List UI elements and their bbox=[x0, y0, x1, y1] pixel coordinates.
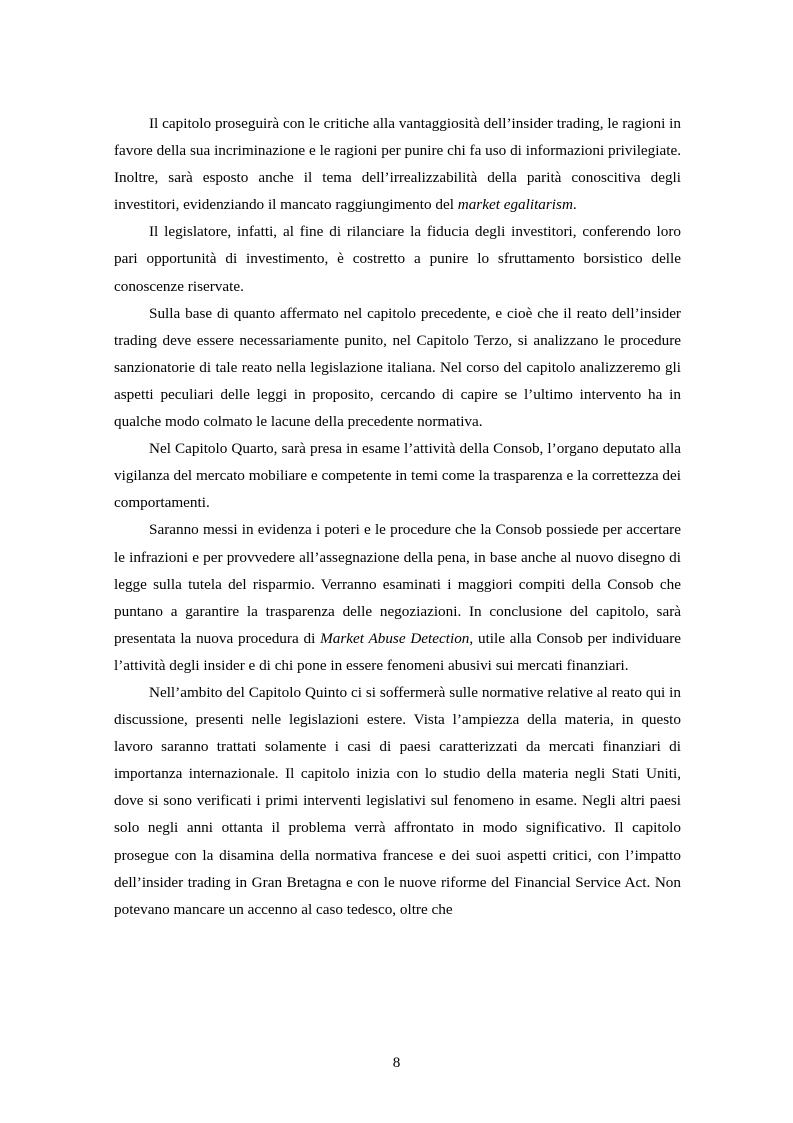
body-text bbox=[114, 110, 681, 923]
text-run: Il capitolo proseguirà con le critiche alla vantaggiosità dell’insider trading, le ragioni in favore della sua incriminazione e le ragioni per punire chi fa uso di informazioni privilegiate. Inoltre, sarà esposto anche il tema dell’irrealizzabilità della parità conoscitiva degli investitori, evidenziando il mancato raggiungimento del bbox=[114, 115, 681, 214]
text-run: , utile alla Consob per individuare l’attività degli insider e di chi pone in essere fenomeni abusivi sui mercati finanziari. bbox=[114, 629, 681, 674]
italic-term: Market Abuse Detection bbox=[320, 629, 470, 647]
text-run: . bbox=[572, 196, 577, 214]
text-run: Saranno messi in evidenza i poteri e le procedure che la Consob possiede per accertare le infrazioni e per provvedere all’assegnazione della pena, in base anche al nuovo disegno di legge sulla tutela del risparmio. Verranno esaminati i maggiori compiti della Consob che puntano a garantire la trasparenza delle negoziazioni. In conclusione del capitolo, sarà presentata la nuova procedura di bbox=[114, 521, 681, 647]
paragraph bbox=[114, 679, 681, 923]
page-number: 8 bbox=[392, 1054, 401, 1071]
paragraph bbox=[114, 516, 681, 679]
paragraph bbox=[114, 110, 681, 218]
paragraph bbox=[114, 435, 681, 516]
paragraph bbox=[114, 218, 681, 299]
text-run: Il legislatore, infatti, al fine di rilanciare la fiducia degli investitori, conferendo loro pari opportunità di investimento, è costretto a punire lo sfruttamento borsistico delle conoscenze riservate. bbox=[114, 223, 681, 295]
text-run: Nel Capitolo Quarto, sarà presa in esame l’attività della Consob, l’organo deputato alla vigilanza del mercato mobiliare e competente in temi come la trasparenza e la correttezza dei comportamenti. bbox=[114, 440, 681, 512]
text-run: Sulla base di quanto affermato nel capitolo precedente, e cioè che il reato dell’insider trading deve essere necessariamente punito, nel Capitolo Terzo, si analizzano le procedure sanzionatorie di tale reato nella legislazione italiana. Nel corso del capitolo analizzeremo gli aspetti peculiari delle leggi in proposito, cercando di capire se l’ultimo intervento ha in qualche modo colmato le lacune della precedente normativa. bbox=[114, 304, 681, 431]
italic-term: market egalitarism bbox=[457, 196, 573, 214]
text-run: Nell’ambito del Capitolo Quinto ci si soffermerà sulle normative relative al reato qui in discussione, presenti nelle legislazioni estere. Vista l’ampiezza della materia, in questo lavoro saranno trattati solamente i casi di paesi caratterizzati da mercati finanziari di importanza internazionale. Il capitolo inizia con lo studio della materia negli Stati Uniti, dove si sono verificati i primi interventi legislativi sul fenomeno in esame. Negli altri paesi solo negli anni ottanta il problema verrà affrontato in modo significativo. Il capitolo prosegue con la disamina della normativa francese e dei suoi aspetti critici, con l’impatto dell’insider trading in Gran Bretagna e con le nuove riforme del Financial Service Act. Non potevano mancare un accenno al caso tedesco, oltre che bbox=[114, 683, 681, 918]
paragraph bbox=[114, 300, 681, 435]
